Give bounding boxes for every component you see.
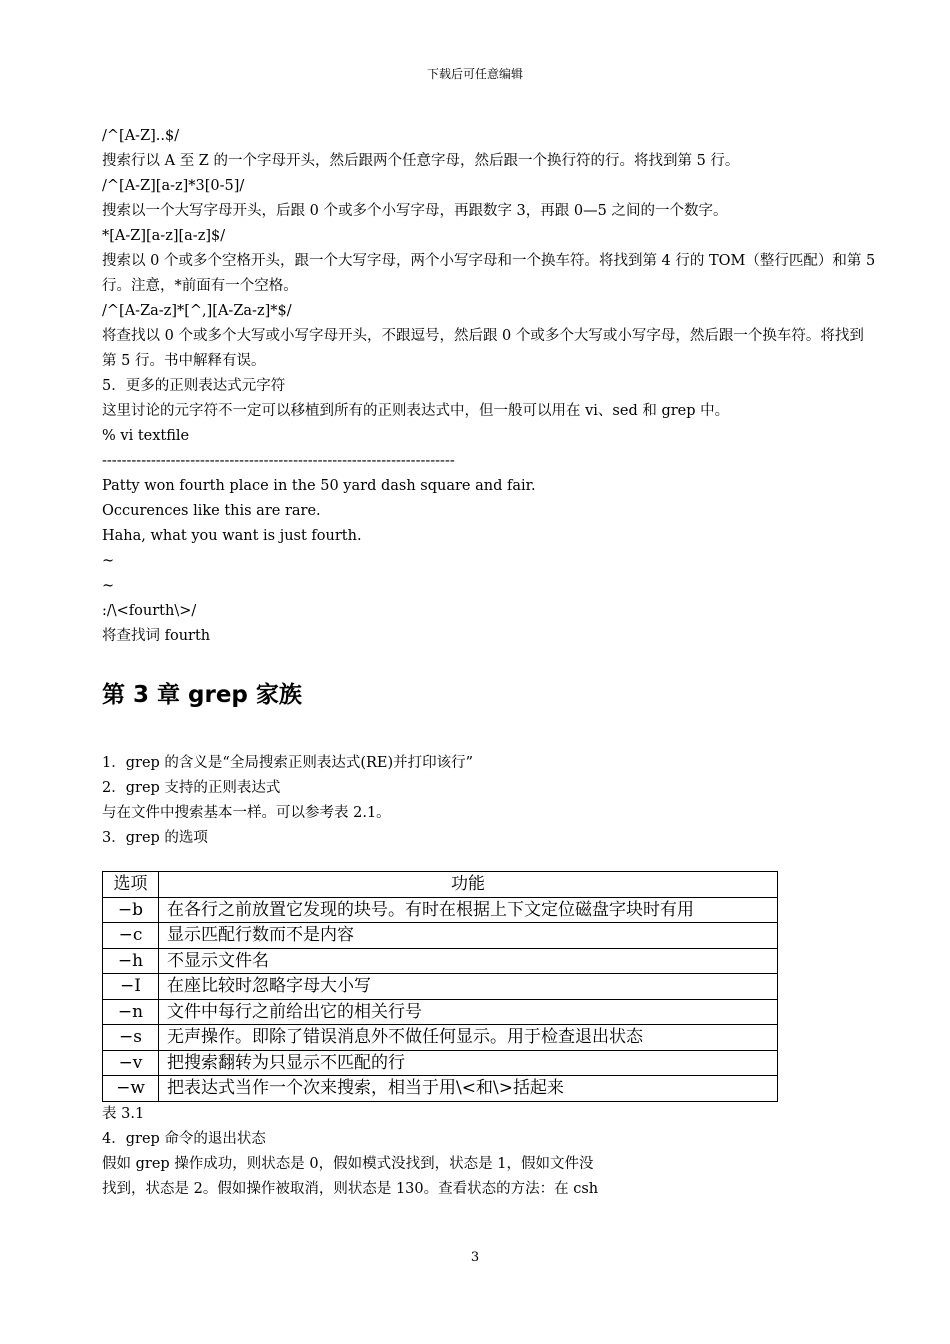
option-cell: −c — [103, 923, 159, 949]
regex-explanation: 搜索以 0 个或多个空格开头，跟一个大写字母，两个小写字母和一个换车符。将找到第 4 行的 TOM（整行匹配）和第 5 行。注意，*前面有一个空格。 — [102, 253, 876, 294]
function-cell: 显示匹配行数而不是内容 — [159, 923, 778, 949]
regex-explanation: 搜索以一个大写字母开头，后跟 0 个或多个小写字母，再跟数字 3，再跟 0—5 之间的一个数字。 — [102, 203, 728, 219]
file-line: Occurences like this are rare. — [102, 503, 321, 519]
paragraph: 与在文件中搜索基本一样。可以参考表 2.1。 — [102, 805, 391, 821]
file-line: Haha, what you want is just fourth. — [102, 528, 362, 544]
column-header-function: 功能 — [159, 872, 778, 898]
command-line: % vi textfile — [102, 428, 190, 444]
chapter-title: 第 3 章 grep 家族 — [102, 682, 302, 708]
section-heading: 3．grep 的选项 — [102, 830, 208, 846]
section-heading: 2．grep 支持的正则表达式 — [102, 780, 281, 796]
file-line: Patty won fourth place in the 50 yard dash square and fair. — [102, 478, 536, 494]
option-cell: −w — [103, 1076, 159, 1102]
option-cell: −s — [103, 1025, 159, 1051]
function-cell: 把搜索翻转为只显示不匹配的行 — [159, 1050, 778, 1076]
regex-example: /^[A-Za-z]*[^,][A-Za-z]*$/ — [102, 303, 292, 319]
table-header-row — [103, 872, 778, 898]
table-row — [103, 999, 778, 1025]
paragraph: 这里讨论的元字符不一定可以移植到所有的正则表达式中，但一般可以用在 vi、sed 和 grep 中。 — [102, 403, 730, 419]
page-number: 3 — [470, 1250, 480, 1265]
function-cell: 把表达式当作一个次来搜索，相当于用\<和\>括起来 — [159, 1076, 778, 1102]
paragraph: 找到，状态是 2。假如操作被取消，则状态是 130。查看状态的方法：在 csh — [102, 1180, 599, 1197]
function-cell: 无声操作。即除了错误消息外不做任何显示。用于检查退出状态 — [159, 1025, 778, 1051]
regex-explanation: 将查找词 fourth — [102, 628, 211, 644]
regex-explanation: 搜索行以 A 至 Z 的一个字母开头，然后跟两个任意字母，然后跟一个换行符的行。将找到第 5 行。 — [102, 153, 740, 169]
separator-line: ------------------------------------------------------------------------ — [102, 453, 455, 469]
function-cell: 不显示文件名 — [159, 948, 778, 974]
table-row — [103, 897, 778, 923]
option-cell: −n — [103, 999, 159, 1025]
regex-example: :/\<fourth\>/ — [102, 603, 197, 619]
function-cell: 在座比较时忽略字母大小写 — [159, 974, 778, 1000]
paragraph: 1．grep 的含义是“全局搜索正则表达式(RE)并打印该行” — [102, 755, 474, 771]
tilde-line: ~ — [102, 553, 115, 569]
option-cell: −h — [103, 948, 159, 974]
function-cell: 文件中每行之前给出它的相关行号 — [159, 999, 778, 1025]
grep-options-table — [102, 871, 778, 1102]
option-cell: −v — [103, 1050, 159, 1076]
table-row — [103, 923, 778, 949]
table-row — [103, 948, 778, 974]
option-cell: −I — [103, 974, 159, 1000]
table-row — [103, 1050, 778, 1076]
regex-example: *[A-Z][a-z][a-z]$/ — [102, 228, 226, 244]
section-heading: 4．grep 命令的退出状态 — [102, 1130, 266, 1147]
table-row — [103, 974, 778, 1000]
table-row — [103, 1076, 778, 1102]
regex-example: /^[A-Z][a-z]*3[0-5]/ — [102, 178, 245, 194]
regex-example: /^[A-Z]..$/ — [102, 128, 180, 144]
column-header-option: 选项 — [103, 872, 159, 898]
function-cell: 在各行之前放置它发现的块号。有时在根据上下文定位磁盘字块时有用 — [159, 897, 778, 923]
paragraph: 假如 grep 操作成功，则状态是 0，假如模式没找到，状态是 1，假如文件没 — [102, 1155, 594, 1172]
section-heading: 5．更多的正则表达式元字符 — [102, 378, 286, 394]
tilde-line: ~ — [102, 578, 115, 594]
page-header: 下载后可任意编辑 — [426, 67, 523, 81]
table-row — [103, 1025, 778, 1051]
table-caption: 表 3.1 — [102, 1105, 145, 1122]
option-cell: −b — [103, 897, 159, 923]
regex-explanation: 将查找以 0 个或多个大写或小写字母开头，不跟逗号，然后跟 0 个或多个大写或小写字母，然后跟一个换车符。将找到第 5 行。书中解释有误。 — [102, 328, 864, 369]
document-body — [102, 124, 878, 1202]
